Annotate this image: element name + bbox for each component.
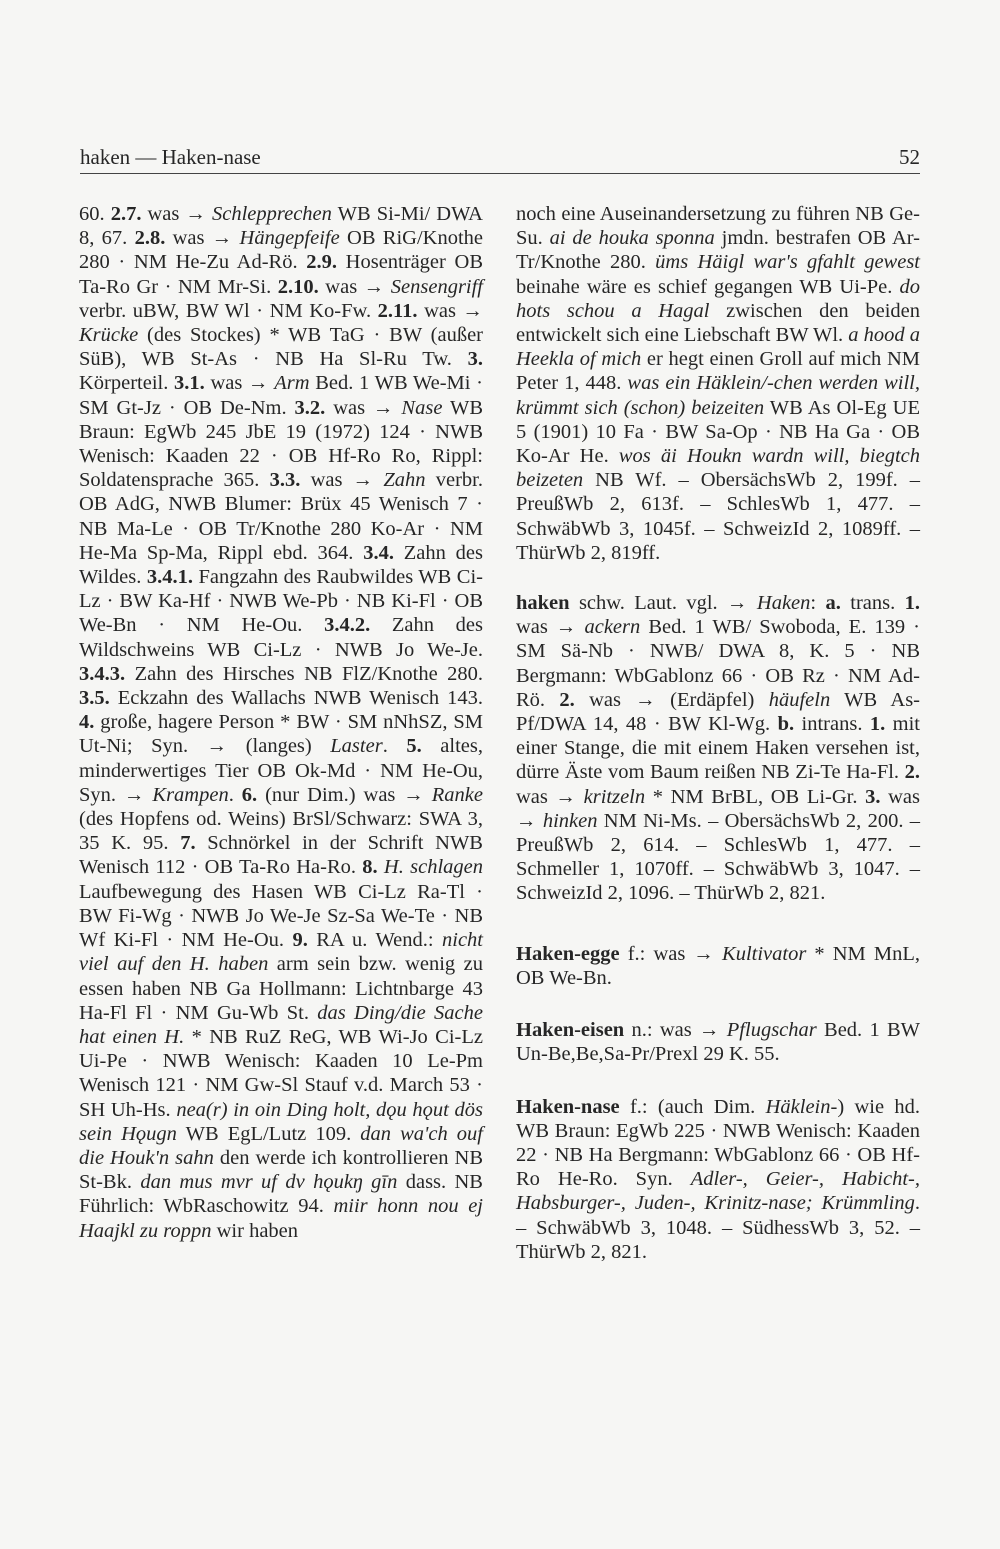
bold-text: 2.	[904, 761, 920, 784]
text-run: Körperteil.	[79, 372, 175, 395]
italic-text: nea(r) in oin Ding holt, dǫu hǫut dös sein Hǫugn	[79, 1098, 484, 1145]
text-run: RA u. Wend.:	[307, 929, 442, 952]
text-run: Laufbewegung des Hasen WB Ci-Lz Ra-Tl · BW Fi-Wg · NWB Jo We-Je Sz-Sa We-Te · NB Wf Ki-Fl · NM He-Ou.	[79, 880, 483, 952]
bold-text: a.	[825, 592, 841, 615]
text-run: trans.	[840, 592, 905, 615]
italic-text: a hood a Heekla of mich	[516, 324, 921, 371]
text-run: was → (Erdäpfel)	[574, 688, 769, 711]
italic-text: Krampen	[152, 783, 229, 806]
bold-text: 3.1.	[174, 372, 205, 395]
text-run: Schnörkel in der Schrift NWB Wenisch 112 · OB Ta-Ro Ha-Ro.	[79, 832, 483, 879]
italic-text: Häklein-	[765, 1095, 838, 1118]
text-run: 60.	[79, 203, 111, 225]
text-run: Bed. 1 BW Un-Be,Be,Sa-Pr/Prexl 29 K. 55.	[516, 1019, 921, 1066]
bold-text: 2.8.	[134, 227, 166, 250]
text-run: was →	[318, 275, 391, 298]
italic-text: Haken	[756, 592, 811, 615]
bold-text: Haken-eisen	[516, 1019, 625, 1042]
italic-text: üms Häigl war's gfahlt gewest	[655, 251, 920, 274]
right-column	[516, 202, 920, 1264]
text-run: was →	[204, 372, 275, 395]
text-run: wir haben	[211, 1219, 299, 1242]
text-run: WB Si-Mi/ DWA 8, 67.	[79, 203, 483, 250]
bold-text: 9.	[292, 929, 308, 952]
italic-text: do hots schou a Hagal	[516, 275, 920, 322]
italic-text: wos äi Houkn wardn will, biegtch beizeten	[516, 445, 920, 492]
text-run: WB Braun: EgWb 245 JbE 19 (1972) 124 · NWB Wenisch: Kaaden 22 · OB Hf-Ro Ro, Rippl: Soldatensprache 365.	[79, 396, 483, 492]
bold-text: 3.3.	[269, 469, 301, 492]
bold-text: Haken-egge	[516, 942, 620, 965]
italic-text: dan mus mvr uf dv hǫukŋ gīn	[140, 1171, 398, 1194]
italic-text: ai de houka sponna	[549, 227, 715, 250]
italic-text: Pflugschar	[726, 1019, 817, 1042]
text-run: Hosenträger OB Ta-Ro Gr · NM Mr-Si.	[79, 251, 483, 298]
bold-text: 2.10.	[277, 275, 319, 298]
bold-text: 8.	[362, 856, 378, 879]
bold-text: 3.2.	[294, 396, 326, 419]
italic-text: Hängepfeife	[239, 227, 340, 250]
italic-text: häufeln	[768, 688, 831, 711]
entry-haken-nase	[516, 1095, 920, 1264]
entry-paragraph	[79, 202, 483, 1243]
text-run: er hegt einen Groll auf mich NM Peter 1, 448.	[516, 348, 921, 395]
entry-haken-eisen	[516, 1018, 920, 1066]
italic-text: Sensengriff	[390, 275, 484, 298]
text-run: * NM BrBL, OB Li-Gr.	[645, 785, 866, 808]
italic-text: Adler-, Geier-, Habicht-, Habsburger-, Juden-, Krinitz-nase; Krümmling	[516, 1168, 920, 1215]
text-run: Bed. 1 WB/ Swoboda, E. 139 · SM Sä-Nb · NWB/ DWA 8, K. 5 · NB Bergmann: WbGablonz 66 · OB Rz · NM Ad-Rö.	[516, 616, 920, 711]
text-run: f.: was →	[619, 942, 723, 965]
bold-text: 2.7.	[110, 203, 142, 225]
text-run: arm sein bzw. wenig zu essen haben NB Ga Hollmann: Lichtnbarge 43 Ha-Fl Fl · NM Gu-Wb St.	[79, 953, 483, 1024]
text-run: große, hagere Person * BW · SM nNhSZ, SM Ut-Ni; Syn. → (langes)	[79, 711, 483, 758]
text-run: f.: (auch Dim.	[619, 1095, 766, 1118]
text-run: n.: was →	[624, 1019, 727, 1042]
bold-text: 3.4.3.	[79, 662, 126, 685]
italic-text: das Ding/die Sache hat einen H.	[79, 1001, 484, 1048]
text-run: den werde ich kontrollieren NB St-Bk.	[79, 1146, 483, 1194]
text-run: was →	[165, 227, 240, 250]
text-run: Eckzahn des Wallachs NWB Wenisch 143.	[109, 687, 483, 710]
italic-text: miir honn nou ej Haajkl zu roppn	[79, 1195, 483, 1242]
bold-text: 2.11.	[377, 299, 418, 322]
text-run: noch eine Auseinandersetzung zu führen NB Ge-Su.	[516, 203, 920, 250]
text-run: * NM MnL, OB We-Bn.	[516, 942, 920, 989]
header-rule	[80, 173, 920, 174]
entry-haken	[516, 591, 920, 906]
text-run: OB RiG/Knothe 280 · NM He-Zu Ad-Rö.	[79, 227, 483, 274]
italic-text: Kultivator	[722, 942, 807, 965]
text-run: WB EgL/Lutz 109.	[176, 1122, 361, 1145]
text-run: schw. Laut. vgl. →	[569, 592, 757, 615]
bold-text: 3.4.	[363, 541, 394, 564]
bold-text: 7.	[180, 832, 196, 855]
bold-text: b.	[777, 713, 795, 736]
bold-text: 3.4.1.	[146, 566, 193, 589]
text-run: . – SchwäbWb 3, 1048. – SüdhessWb 3, 52. – ThürWb 2, 821.	[516, 1192, 920, 1263]
text-run: WB As Ol-Eg UE 5 (1901) 10 Fa · BW Sa-Op · NB Ha Ga · OB Ko-Ar He.	[516, 396, 920, 468]
italic-text: Arm	[274, 372, 310, 395]
text-run: NM Ni-Ms. – ObersächsWb 2, 200. – PreußWb 2, 614. – SchlesWb 1, 477. – Schmeller 1, 1070ff. – SchwäbWb 3, 1047. – SchweizId 2, 1096. – ThürWb 2, 821.	[516, 809, 921, 905]
text-run: was →	[141, 203, 212, 225]
text-run: :	[810, 592, 826, 615]
entry-haken-egge	[516, 942, 920, 990]
entry-paragraph	[516, 202, 920, 565]
bold-text: Haken-nase	[516, 1095, 620, 1118]
text-run: Bed. 1 WB We-Mi · SM Gt-Jz · OB De-Nm.	[79, 372, 483, 419]
bold-text: 1.	[869, 713, 886, 736]
text-run: dass. NB Führlich: WbRaschowitz 94.	[79, 1171, 483, 1218]
italic-text: Ranke	[431, 783, 483, 806]
text-run: was →	[300, 469, 384, 492]
italic-text: Zahn	[383, 469, 426, 492]
bold-text: 1.	[904, 592, 920, 615]
text-run: .	[382, 735, 407, 758]
text-run: (des Stockes) * WB TaG · BW (außer SüB), WB St-As · NB Ha Sl-Ru Tw.	[79, 324, 483, 371]
italic-text: H. schlagen	[383, 856, 483, 879]
text-run: jmdn. bestrafen OB Ar-Tr/Knothe 280.	[516, 227, 920, 274]
text-run: was →	[325, 396, 402, 419]
bold-text: 5.	[406, 735, 422, 758]
text-run: WB As-Pf/DWA 14, 48 · BW Kl-Wg.	[516, 688, 920, 736]
italic-text: nicht viel auf den H. haben	[79, 929, 483, 976]
italic-text: dan wa'ch ouf die Houk'n sahn	[79, 1122, 484, 1169]
text-run: was →	[516, 616, 585, 639]
italic-text: Laster	[330, 735, 383, 758]
text-run: Fangzahn des Raubwildes WB Ci-Lz · BW Ka-Hf · NWB We-Pb · NB Ki-Fl · OB We-Bn · NM He-Ou.	[79, 566, 483, 637]
text-run: beinahe wäre es schief gegangen WB Ui-Pe.	[516, 275, 900, 298]
bold-text: 3.5.	[79, 687, 110, 710]
italic-text: kritzeln	[583, 785, 646, 808]
text-run: .	[228, 783, 242, 806]
running-title: haken — Haken-nase	[80, 145, 261, 169]
page-number: 52	[899, 145, 920, 169]
bold-text: 3.	[865, 785, 881, 808]
text-run: zwischen den beiden entwickelt sich eine Liebschaft BW Wl.	[516, 299, 920, 347]
italic-text: Nase	[401, 396, 443, 419]
text-run: Zahn des Hirsches NB FlZ/Knothe 280.	[125, 662, 483, 685]
bold-text: 3.4.2.	[324, 614, 371, 637]
text-run: * NB RuZ ReG, WB Wi-Jo Ci-Lz Ui-Pe · NWB Wenisch: Kaaden 10 Le-Pm Wenisch 121 · NM Gw-Sl Stauf v.d. March 53 · SH Uh-Hs.	[79, 1025, 483, 1121]
text-run: (des Hopfens od. Weins) BrSl/Schwarz: SWA 3, 35 K. 95.	[79, 808, 483, 855]
left-column	[79, 202, 483, 1243]
bold-text: 2.	[559, 688, 575, 711]
italic-text: Krücke	[79, 324, 139, 347]
text-run: verbr. uBW, BW Wl · NM Ko-Fw.	[79, 299, 378, 322]
text-run: mit einer Stange, die mit einem Haken versehen ist, dürre Äste vom Baum reißen NB Zi-Te Ha-Fl.	[516, 713, 920, 784]
italic-text: was ein Häklein/-chen werden will, krümmt sich (schon) beizeiten	[516, 372, 920, 419]
text-run: was →	[516, 785, 584, 808]
text-run: (nur Dim.) was →	[257, 783, 432, 806]
text-run: Zahn des Wildes.	[79, 541, 483, 589]
bold-text: haken	[516, 592, 570, 615]
text-run: NB Wf. – ObersächsWb 2, 199f. – PreußWb 2, 613f. – SchlesWb 1, 477. – SchwäbWb 3, 1045f. – SchweizId 2, 1089ff. – ThürWb 2, 819ff.	[516, 469, 920, 564]
text-run: altes, minderwertiges Tier OB Ok-Md · NM He-Ou, Syn. →	[79, 735, 483, 806]
bold-text: 2.9.	[306, 251, 337, 274]
bold-text: 6.	[241, 783, 258, 806]
italic-text: hinken	[542, 809, 598, 832]
text-run: Zahn des Wildschweins WB Ci-Lz · NWB Jo We-Je.	[79, 614, 483, 661]
text-run: was →	[417, 299, 484, 322]
text-run: was →	[516, 785, 920, 832]
bold-text: 3.	[467, 348, 483, 371]
italic-text: Schlepprechen	[212, 203, 332, 225]
bold-text: 4.	[79, 711, 95, 734]
italic-text: ackern	[584, 616, 641, 639]
text-run: intrans.	[794, 713, 870, 736]
text-run: verbr. OB AdG, NWB Blumer: Brüx 45 Wenisch 7 · NB Ma-Le · OB Tr/Knothe 280 Ko-Ar · NM He-Ma Sp-Ma, Rippl ebd. 364.	[79, 469, 483, 564]
text-run: ) wie hd. WB Braun: EgWb 225 · NWB Wenisch: Kaaden 22 · NB Ha Bergmann: WbGablonz 66 · OB Hf-Ro He-Ro. Syn.	[516, 1095, 920, 1191]
